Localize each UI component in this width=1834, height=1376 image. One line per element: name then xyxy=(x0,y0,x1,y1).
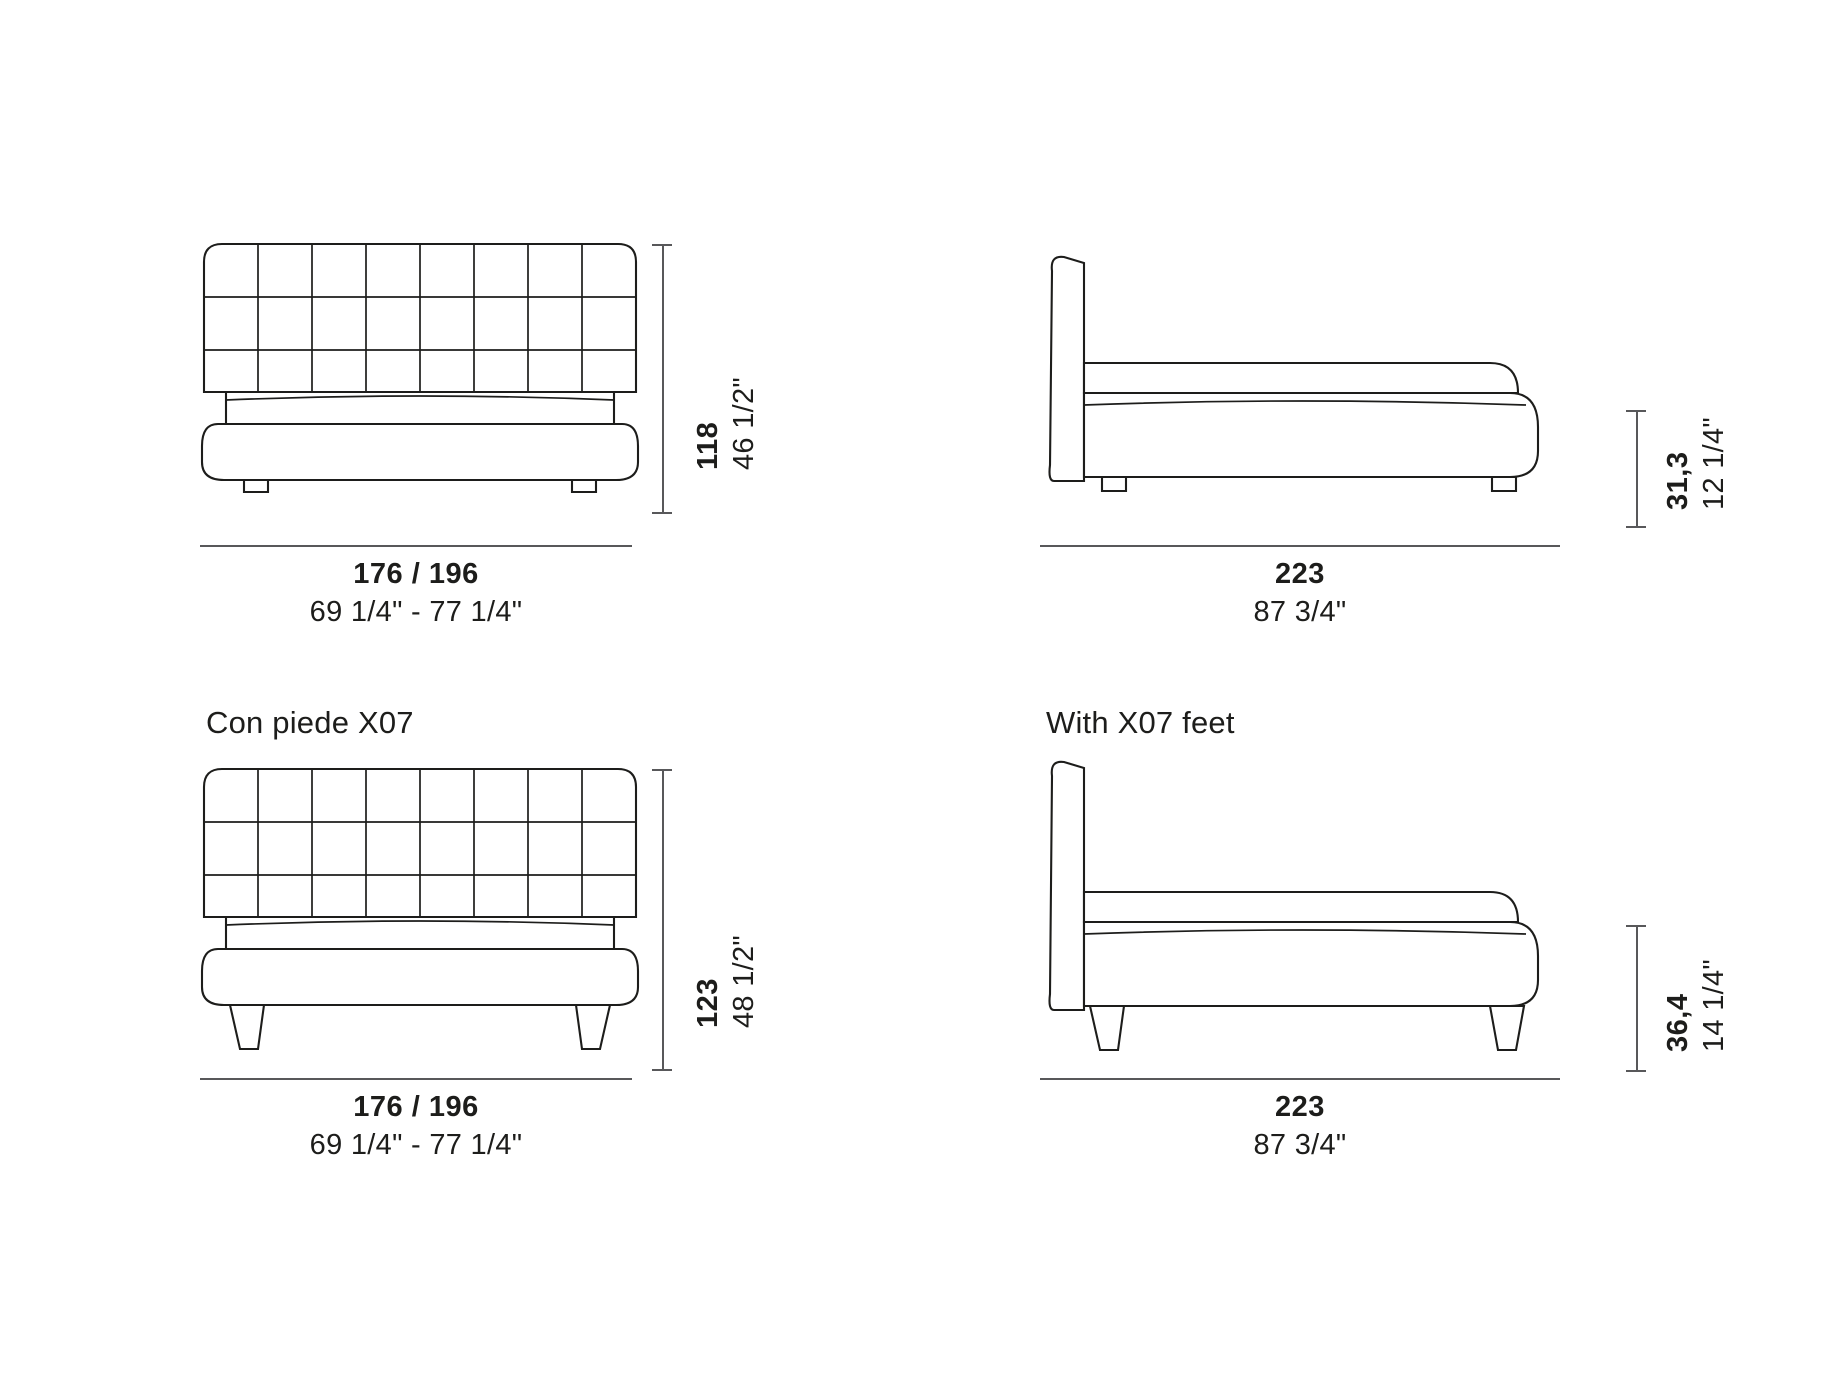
length-dimension-line-side-standard xyxy=(1040,545,1560,547)
height-dimension-line-front-x07 xyxy=(662,769,664,1069)
front-view-x07-feet xyxy=(200,765,660,1070)
height-dimension-line-side-standard xyxy=(1636,410,1638,526)
length-label-side-x07 xyxy=(1040,1089,1560,1164)
width-imperial-front-x07: 69 1/4" - 77 1/4" xyxy=(309,1128,523,1161)
height-imperial-front-x07: 48 1/2" xyxy=(728,934,761,1028)
height-label-side-standard xyxy=(1660,417,1733,510)
length-metric-side-standard: 223 xyxy=(1275,558,1325,590)
caption-side-x07: With X07 feet xyxy=(1046,705,1235,740)
tick xyxy=(652,1069,672,1071)
length-dimension-line-side-x07 xyxy=(1040,1078,1560,1080)
width-imperial-front-standard: 69 1/4" - 77 1/4" xyxy=(309,595,523,628)
tick xyxy=(652,244,672,246)
side-view-standard-base xyxy=(1040,255,1560,525)
height-dimension-line-front-standard xyxy=(662,244,664,512)
width-label-front-x07 xyxy=(200,1089,632,1164)
width-dimension-line-front-standard xyxy=(200,545,632,547)
height-imperial-side-standard: 12 1/4" xyxy=(1698,416,1731,510)
height-metric-front-x07: 123 xyxy=(692,978,724,1028)
height-label-front-standard xyxy=(690,377,763,470)
length-label-side-standard xyxy=(1040,556,1560,631)
tick xyxy=(652,769,672,771)
front-view-standard-base xyxy=(200,240,660,525)
height-metric-side-x07: 36,4 xyxy=(1662,993,1694,1052)
length-imperial-side-standard: 87 3/4" xyxy=(1253,595,1347,628)
width-metric-front-x07: 176 / 196 xyxy=(353,1091,479,1123)
length-imperial-side-x07: 87 3/4" xyxy=(1253,1128,1347,1161)
height-label-side-x07 xyxy=(1660,959,1733,1052)
width-dimension-line-front-x07 xyxy=(200,1078,632,1080)
tick xyxy=(1626,410,1646,412)
length-metric-side-x07: 223 xyxy=(1275,1091,1325,1123)
height-metric-front-standard: 118 xyxy=(692,421,724,470)
tick xyxy=(652,512,672,514)
height-dimension-line-side-x07 xyxy=(1636,925,1638,1070)
height-imperial-front-standard: 46 1/2" xyxy=(728,376,761,470)
side-view-x07-feet xyxy=(1040,760,1560,1060)
width-metric-front-standard: 176 / 196 xyxy=(353,558,479,590)
height-imperial-side-x07: 14 1/4" xyxy=(1698,958,1731,1052)
height-label-front-x07 xyxy=(690,935,763,1028)
tick xyxy=(1626,925,1646,927)
tick xyxy=(1626,1070,1646,1072)
width-label-front-standard xyxy=(200,556,632,631)
height-metric-side-standard: 31,3 xyxy=(1662,451,1694,510)
caption-front-x07: Con piede X07 xyxy=(206,705,414,740)
tick xyxy=(1626,526,1646,528)
